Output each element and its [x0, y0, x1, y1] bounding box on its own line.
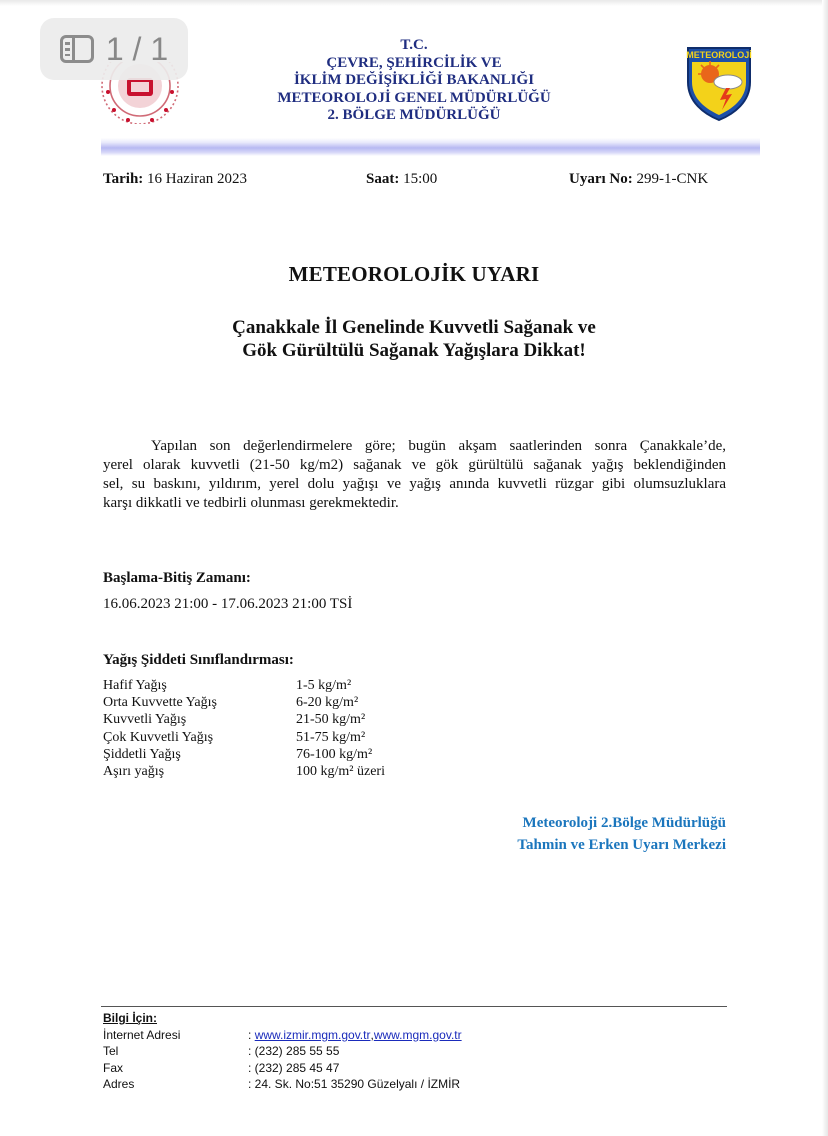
classification-row	[103, 711, 385, 728]
classification-heading: Yağış Şiddeti Sınıflandırması:	[103, 652, 294, 668]
body-line-2: yerel olarak kuvvetli (21-50 kg/m2) sağanak ve gök gürültülü sağanak yağış beklendiğinden	[103, 457, 726, 473]
class-value: 1-5 kg/m²	[296, 678, 352, 693]
fax-value: : (232) 285 45 47	[248, 1060, 340, 1075]
page-edge-top	[0, 0, 828, 6]
classification-row	[103, 746, 385, 763]
classification-table	[103, 677, 385, 780]
classification-row	[103, 729, 385, 746]
footer-web-row	[103, 1027, 462, 1044]
document-subtitle	[100, 316, 728, 362]
class-name: Kuvvetli Yağış	[103, 712, 187, 728]
contact-footer	[103, 1010, 462, 1093]
class-name: Çok Kuvvetli Yağış	[103, 729, 214, 745]
fax-label: Fax	[103, 1060, 124, 1075]
date-field	[103, 171, 247, 188]
page-indicator-text: 1 / 1	[105, 30, 169, 67]
address-label: Adres	[103, 1077, 135, 1091]
date-value: 16 Haziran 2023	[147, 171, 248, 187]
timing-value: 16.06.2023 21:00 - 17.06.2023 21:00 TSİ	[103, 596, 353, 612]
header-line-1: T.C.	[400, 37, 428, 53]
body-line-4: karşı dikkatli ve tedbirli olunması gerekmektedir.	[103, 495, 399, 511]
subtitle-line-1: Çanakkale İl Genelinde Kuvvetli Sağanak ve	[232, 317, 596, 338]
web-label: İnternet Adresi	[103, 1027, 181, 1042]
classification-row	[103, 677, 385, 694]
date-label: Tarih:	[103, 171, 144, 187]
class-value: 51-75 kg/m²	[296, 729, 366, 745]
warning-number-field	[569, 171, 708, 188]
mgm-link[interactable]: www.mgm.gov.tr	[373, 1027, 462, 1042]
body-line-3: sel, su baskını, yıldırım, yerel dolu yağışı ve yağış anında kuvvetli rüzgar gibi olumsuzluklara	[103, 476, 726, 492]
address-value: : 24. Sk. No:51 35290 Güzelyalı / İZMİR	[248, 1077, 461, 1091]
class-value: 100 kg/m² üzeri	[296, 764, 385, 780]
class-name: Orta Kuvvette Yağış	[103, 695, 217, 711]
ministry-header	[200, 37, 628, 125]
footer-divider	[101, 1006, 727, 1007]
footer-fax-row	[103, 1060, 462, 1077]
classification-row	[103, 694, 385, 711]
class-name: Şiddetli Yağış	[103, 746, 181, 762]
timing-heading: Başlama-Bitiş Zamanı:	[103, 570, 251, 586]
signature-line-2: Tahmin ve Erken Uyarı Merkezi	[517, 837, 726, 853]
class-value: 76-100 kg/m²	[296, 746, 373, 762]
time-value: 15:00	[403, 171, 438, 187]
page-edge-right	[822, 0, 828, 1136]
class-name: Aşırı yağış	[103, 764, 165, 780]
header-line-3: İKLİM DEĞİŞİKLİĞİ BAKANLIĞI	[293, 72, 535, 88]
body-line-1: Yapılan son değerlendirmelere göre; bugün akşam saatlerinden sonra Çanakkale’de,	[151, 438, 726, 454]
footer-address-row	[103, 1076, 462, 1093]
web-separator: :	[248, 1027, 252, 1042]
subtitle-line-2: Gök Gürültülü Sağanak Yağışlara Dikkat!	[242, 340, 586, 361]
page-panel-icon[interactable]	[60, 35, 94, 63]
header-line-2: ÇEVRE, ŞEHİRCİLİK VE	[326, 54, 502, 71]
header-divider	[101, 138, 760, 156]
time-label: Saat:	[366, 171, 400, 187]
izmir-mgm-link[interactable]: www.izmir.mgm.gov.tr	[254, 1027, 371, 1042]
meteorology-shield-logo	[684, 44, 754, 122]
class-value: 21-50 kg/m²	[296, 712, 366, 728]
warning-number-value: 299-1-CNK	[636, 171, 709, 187]
logo-text: METEOROLOJİ	[686, 50, 752, 60]
header-line-5: 2. BÖLGE MÜDÜRLÜĞÜ	[327, 107, 501, 123]
issuer-signature	[420, 812, 726, 856]
classification-row	[103, 763, 385, 780]
time-field	[366, 171, 437, 188]
signature-line-1: Meteoroloji 2.Bölge Müdürlüğü	[522, 815, 726, 831]
header-line-4: METEOROLOJİ GENEL MÜDÜRLÜĞÜ	[277, 89, 551, 106]
warning-number-label: Uyarı No:	[569, 171, 633, 187]
tel-value: : (232) 285 55 55	[248, 1044, 340, 1058]
footer-heading: Bilgi İçin:	[103, 1011, 157, 1025]
class-value: 6-20 kg/m²	[296, 695, 359, 711]
web-joiner: ,	[370, 1027, 374, 1042]
warning-body-paragraph	[103, 437, 726, 513]
page-indicator-badge[interactable]	[40, 18, 188, 80]
tel-label: Tel	[103, 1044, 119, 1058]
document-title: METEOROLOJİK UYARI	[288, 262, 540, 286]
footer-tel-row	[103, 1043, 462, 1060]
class-name: Hafif Yağış	[103, 678, 167, 693]
